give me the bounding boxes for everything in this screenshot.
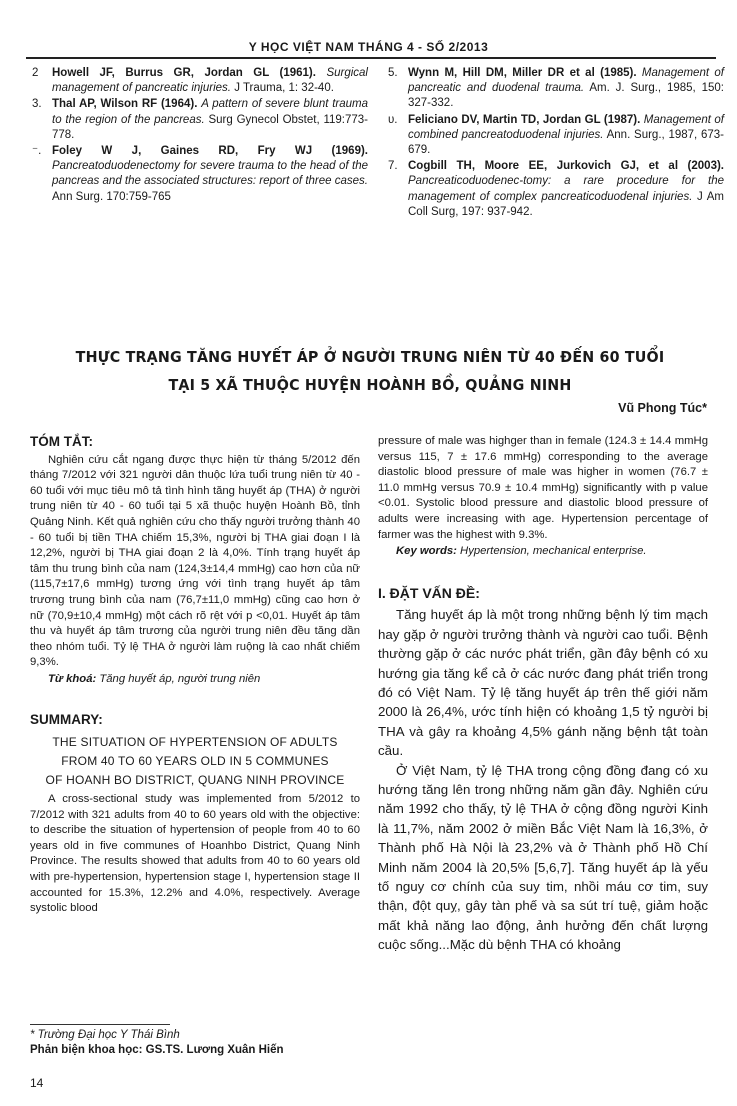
- article-title-line-1: THỰC TRẠNG TĂNG HUYẾT ÁP Ở NGƯỜI TRUNG NIÊN TỪ 40 ĐẾN 60 TUỔI: [75, 348, 665, 366]
- footnote-affiliation: * Trường Đại học Y Thái Bình: [30, 1029, 180, 1041]
- summary-body-part-2: pressure of male was highger than in female (124.3 ± 14.4 mmHg versus 115, 7 ± 17.6 mmHg) corresponding to the average diastolic blood pressure of male was higher in women (76.7 ± 11.0 mmHg versus 70.9 ± 10.4 mmHg) significantly with p value <0.01. Systolic blood pressure and diastolic blood pressure of adults were increasing with age. Hypertension percentage of farmer was the highest with 9.3%.: [378, 435, 708, 541]
- references-left-column: [32, 66, 368, 206]
- reference-number: ⁻.: [32, 145, 42, 158]
- reference-authors: Howell JF, Burrus GR, Jordan GL (1961).: [52, 67, 316, 79]
- footnote-rule: [30, 1024, 170, 1025]
- reference-item: [32, 66, 368, 96]
- reference-title: Pancreaticoduodenec-tomy: a rare procedure for the management of complex pancreaticoduodenal injuries.: [408, 175, 724, 203]
- reference-title: Surgical management of pancreatic injuries.: [52, 67, 368, 95]
- reference-source: J Am Coll Surg, 197: 937-942.: [408, 190, 724, 218]
- summary-title-line-2: FROM 40 TO 60 YEARS OLD IN 5 COMMUNES: [61, 754, 329, 769]
- reference-item: [388, 113, 724, 159]
- reference-title: Pancreatoduodenectomy for severe trauma to the head of the pancreas and the associated structures: report of three cases.: [52, 160, 368, 188]
- footnote: [30, 1028, 284, 1058]
- summary-heading: SUMMARY:: [30, 711, 103, 727]
- reference-authors: Cogbill TH, Moore EE, Jurkovich GJ, et al (2003).: [408, 160, 724, 173]
- abstract-vi-keywords: [30, 672, 360, 688]
- section-1-paragraph-1: Tăng huyết áp là một trong những bệnh lý tim mạch hay gặp ở người trưởng thành và người cao tuổi. Bệnh thường gặp ở các nước phát triển, gần đây bệnh có xu hướng gia tăng kể cả ở các nước đang phát triển trong đó có Việt Nam. Tỷ lệ tăng huyết áp trên thế giới năm 2000 là 26,4%, ước tính hiện có khoảng 1,5 tỷ người bị THA và gây ra khoảng 4,5% gánh nặng bệnh tật toàn cầu.: [378, 607, 708, 759]
- summary-title-line-1: THE SITUATION OF HYPERTENSION OF ADULTS: [52, 735, 338, 750]
- header-rule: [26, 57, 716, 59]
- reference-source: Am. J. Surg., 1985, 150: 327-332.: [408, 82, 724, 110]
- reference-number: υ.: [388, 113, 398, 126]
- summary-body-part-1: A cross-sectional study was implemented from 5/2012 to 7/2012 with 321 adults from 40 to 60 years old with the objective: to describe the situation of hypertension of people from 40 to 60 years old in five communes of Hoanhbo District, Quang Ninh Province. The results showed that adults from 40 to 60 years old with pre-hypertension, hypertension stage I, hypertension stage II accounted for 15.3%, 12.2% and 4.0%, respectively. Average systolic blood: [30, 793, 360, 915]
- reference-title: Management of combined pancreatoduodenal injuries.: [408, 113, 724, 141]
- abstract-vi-body: Nghiên cứu cắt ngang được thực hiện từ tháng 5/2012 đến tháng 7/2012 với 321 người dân thuộc lứa tuổi trung niên từ 40 - 60 tuổi với mục tiêu mô tả tình hình tăng huyết áp (THA) ở người trung niên từ 40 - 60 tuổi tại 5 xã thuộc huyện Hoành Bồ, tỉnh Quảng Ninh. Kết quả nghiên cứu cho thấy người trưởng thành 40 - 60 tuổi bị tiền THA chiếm 15,3%, người bị THA giai đoạn I là 12,2%, người bị THA giai đoạn 2 là 4,0%. Tính trạng huyết áp tâm thu trung bình của nam (124,3±14,4 mmHg) cao hơn của nữ (115,7±17,6 mmHg) tương ứng với tình trạng huyết áp tâm trương trung bình của nam (76,7±11,0 mmHg) cũng cao hơn ở nữ (70,9±10,4 mmHg) một cách rõ rệt với p <0,01. Huyết áp tâm thu và huyết áp tâm trương của người trung niên đều tăng dần theo nhóm tuổi. Tỷ lệ THA ở người làm ruộng là cao nhất chiếm 9,3%.: [30, 453, 360, 669]
- reference-source: J Trauma, 1: 32-40.: [234, 82, 334, 95]
- reference-item: [388, 66, 724, 112]
- reference-authors: Foley W J, Gaines RD, Fry WJ (1969).: [52, 145, 368, 158]
- references-right-column: [388, 66, 724, 221]
- page-number: 14: [30, 1076, 44, 1090]
- reference-number: 7.: [388, 160, 398, 173]
- reference-authors: Wynn M, Hill DM, Miller DR et al (1985).: [408, 67, 637, 79]
- article-title: [66, 343, 673, 399]
- footnote-reviewer: Phản biện khoa học: GS.TS. Lương Xuân Hiến: [30, 1044, 284, 1056]
- reference-number: 3.: [32, 98, 42, 111]
- reference-item: [32, 97, 368, 143]
- left-column: [30, 434, 360, 917]
- reference-number: 5.: [388, 67, 398, 79]
- summary-keywords: [378, 544, 708, 560]
- reference-source: Ann. Surg., 1987, 673-679.: [408, 128, 725, 157]
- reference-item: [388, 159, 724, 220]
- article-title-line-2: TẠI 5 XÃ THUỘC HUYỆN HOÀNH BỒ, QUẢNG NINH: [168, 376, 572, 394]
- running-header: Y HỌC VIỆT NAM THÁNG 4 - SỐ 2/2013: [248, 40, 489, 54]
- key-words-label: Key words:: [396, 545, 457, 558]
- reference-title: A pattern of severe blunt trauma to the region of the pancreas.: [52, 98, 369, 126]
- section-1-heading: I. ĐẶT VẤN ĐỀ:: [378, 584, 480, 601]
- article-author: Vũ Phong Túc*: [618, 401, 707, 415]
- reference-authors: Thal AP, Wilson RF (1964).: [52, 98, 198, 111]
- summary-title-line-3: OF HOANH BO DISTRICT, QUANG NINH PROVINCE: [45, 773, 345, 788]
- reference-source: Surg Gynecol Obstet, 119:773-778.: [52, 113, 368, 141]
- reference-item: [32, 144, 368, 205]
- abstract-vi-heading: TÓM TẮT:: [30, 434, 93, 449]
- reference-title: Management of pancreatic and duodenal trauma.: [408, 67, 724, 95]
- reference-authors: Feliciano DV, Martin TD, Jordan GL (1987).: [408, 113, 641, 126]
- key-words-text: Hypertension, mechanical enterprise.: [460, 545, 647, 558]
- keywords-label: Từ khoá:: [48, 672, 97, 685]
- section-1-paragraph-2: Ở Việt Nam, tỷ lệ THA trong cộng đồng đang có xu hướng tăng lên trong những năm gần đây. Nghiên cứu năm 1992 cho thấy, tỷ lệ THA ở cộng đồng người Kinh là 11,7%, năm 2002 ở miền Bắc Việt Nam là 16,3%, ở Thành phố Hà Nội là 23,2% và ở Thành phố Hồ Chí Minh năm 2004 là 20,5% [5,6,7]. Tăng huyết áp là yếu tố nguy cơ chính của suy tim, nhồi máu cơ tim, suy thận, đột quỵ, gây tàn phế và sa sút trí tuệ, giảm hoặc mất khả năng lao động, ảnh hưởng đến chất lượng cuộc sống...Mặc dù bệnh THA có khoảng: [378, 762, 708, 953]
- summary-title: [30, 733, 360, 790]
- keywords-text: Tăng huyết áp, người trung niên: [99, 672, 261, 685]
- reference-source: Ann Surg. 170:759-765: [52, 190, 171, 203]
- right-column: [378, 434, 708, 955]
- reference-number: 2: [32, 67, 39, 79]
